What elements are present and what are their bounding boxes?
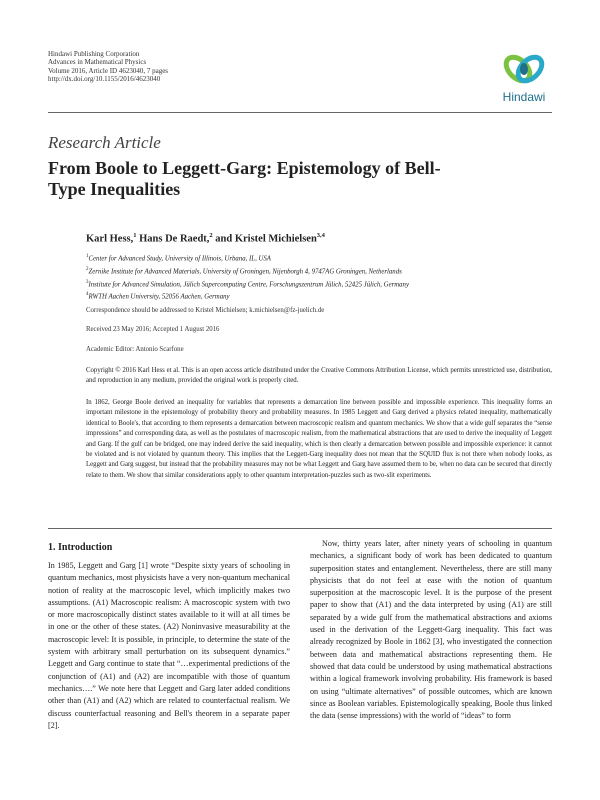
affiliation-item (86, 252, 409, 265)
author-affiliation-sup: 3,4 (316, 232, 325, 239)
hindawi-logo-text: Hindawi (502, 90, 546, 104)
section-heading: 1. Introduction (48, 542, 113, 553)
copyright-notice: Copyright © 2016 Karl Hess et al. This is an open access article distributed under the Creative Commons Attribution License, which permits unrestricted use, distribution, and reproduction in any medium, provided the original work is properly cited. (86, 367, 552, 385)
body-column-left (48, 560, 290, 732)
header-divider (48, 112, 552, 113)
affiliation-number: 1 (86, 254, 89, 259)
author-affiliation-sup: 1 (133, 232, 137, 239)
body-column-right (310, 538, 552, 722)
abstract-divider (48, 528, 552, 529)
affiliation-item (86, 278, 409, 291)
affiliation-number: 3 (86, 279, 89, 285)
affiliation-text: Center for Advanced Study, University of Illinois, Urbana, IL, USA (88, 255, 271, 263)
author-name: Hans De Raedt, (139, 233, 210, 245)
author-name: Karl Hess, (86, 233, 134, 245)
author-name: and Kristel Michielsen (215, 233, 317, 245)
correspondence-line: Correspondence should be addressed to Kristel Michielsen; k.michielsen@fz-juelich.de (86, 307, 325, 314)
affiliation-text: Institute for Advanced Simulation, Jülich Supercomputing Centre, Forschungszentrum Jülich, 52425 Jülich, Germany (88, 280, 409, 288)
author-affiliation-sup: 2 (209, 232, 213, 239)
affiliation-text: RWTH Aachen University, 52056 Aachen, Germany (88, 293, 230, 301)
article-type: Research Article (48, 133, 161, 152)
hindawi-logo-icon (488, 50, 560, 90)
publisher-line: Hindawi Publishing Corporation (48, 50, 140, 58)
volume-line: Volume 2016, Article ID 4623040, 7 pages (48, 66, 169, 75)
hindawi-logo (488, 50, 560, 106)
academic-editor: Academic Editor: Antonio Scarfone (86, 346, 184, 353)
affiliation-number: 4 (86, 292, 89, 298)
received-dates: Received 23 May 2016; Accepted 1 August 2016 (86, 326, 220, 333)
affiliation-item (86, 290, 409, 303)
body-paragraph: Now, thirty years later, after ninety years of schooling in quantum mechanics, a significant body of work has been dedicated to quantum superposition states and entanglement. Nevertheless, there are still many physicists that do not feel at ease with the notion of quantum superposition at the macroscopic level. It is the purpose of the present paper to show that (A1) and the data interpreted by using (A1) are still separated by a wide gulf from the mathematical abstractions and axioms used in the derivation of the Leggett-Garg inequality. This fact was already recognized by Boole in 1862 [3], who investigated the connection between data and mathematical abstractions representing them. He showed that data could be understood by using mathematical abstractions within a logical framework involving probability. His framework is based on using “ultimate alternatives” of possible outcomes, which are known since as Boolean variables. Epistemologically speaking, Boole thus linked the data (sense impressions) with the world of “ideas” to form (310, 539, 552, 721)
affiliations (86, 252, 409, 303)
abstract-text: In 1862, George Boole derived an inequality for variables that represents a demarcation line between possible and impossible experience. This inequality forms an important milestone in the epistemology of probability theory and probability measures. In 1985 Leggett and Garg derived a physics related inequality, mathematically identical to Boole's, that according to them represents a demarcation between macroscopic realism and quantum mechanics. We show that a wide gulf separates the “sense impressions” and corresponding data, as well as the postulates of macroscopic realism, from the mathematical abstractions that are used to derive the inequality of Leggett and Garg. If the gulf can be bridged, one may indeed derive the said inequality, which is then clearly a demarcation between possible and impossible experience: it cannot be violated and is not violated by quantum theory. This implies that the Leggett-Garg inequality does not mean that the SQUID flux is not there when nobody looks, as Leggett and Garg suggest, but instead that the probability measures may not be what Leggett and Garg have assumed them to be, when no data can be secured that directly relate to them. We show that similar considerations apply to other quantum interpretation-puzzles such as two-slit experiments. (86, 399, 552, 479)
author-list (86, 232, 325, 245)
body-paragraph: In 1985, Leggett and Garg [1] wrote “Despite sixty years of schooling in quantum mechanics, most physicists have a very non-quantum mechanical notion of reality at the macroscopic level, which implicitly makes two assumptions. (A1) Macroscopic realism: A macroscopic system with two or more macroscopically distinct states available to it will at all times be in one or the other of these states. (A2) Noninvasive measurability at the macroscopic level: It is possible, in principle, to determine the state of the system with arbitrary small perturbation on its subsequent dynamics.” Leggett and Garg continue to state that “…experimental predictions of the conjunction of (A1) and (A2) are incompatible with those of quantum mechanics….” We note here that Leggett and Garg later added conditions other than (A1) and (A2) which are related to counterfactual realism. We discuss counterfactual reasoning and Bell's theorem in a separate paper [2]. (48, 561, 290, 730)
journal-header (48, 50, 168, 84)
journal-name: Advances in Mathematical Physics (48, 58, 147, 67)
affiliation-number: 2 (86, 266, 89, 272)
article-title: From Boole to Leggett-Garg: Epistemology of Bell-Type Inequalities (48, 158, 441, 199)
affiliation-item (86, 265, 409, 278)
affiliation-text: Zernike Institute for Advanced Materials, University of Groningen, Nijenborgh 4, 9747AG Groningen, Netherlands (88, 268, 402, 276)
doi-link[interactable]: http://dx.doi.org/10.1155/2016/4623040 (48, 75, 161, 84)
